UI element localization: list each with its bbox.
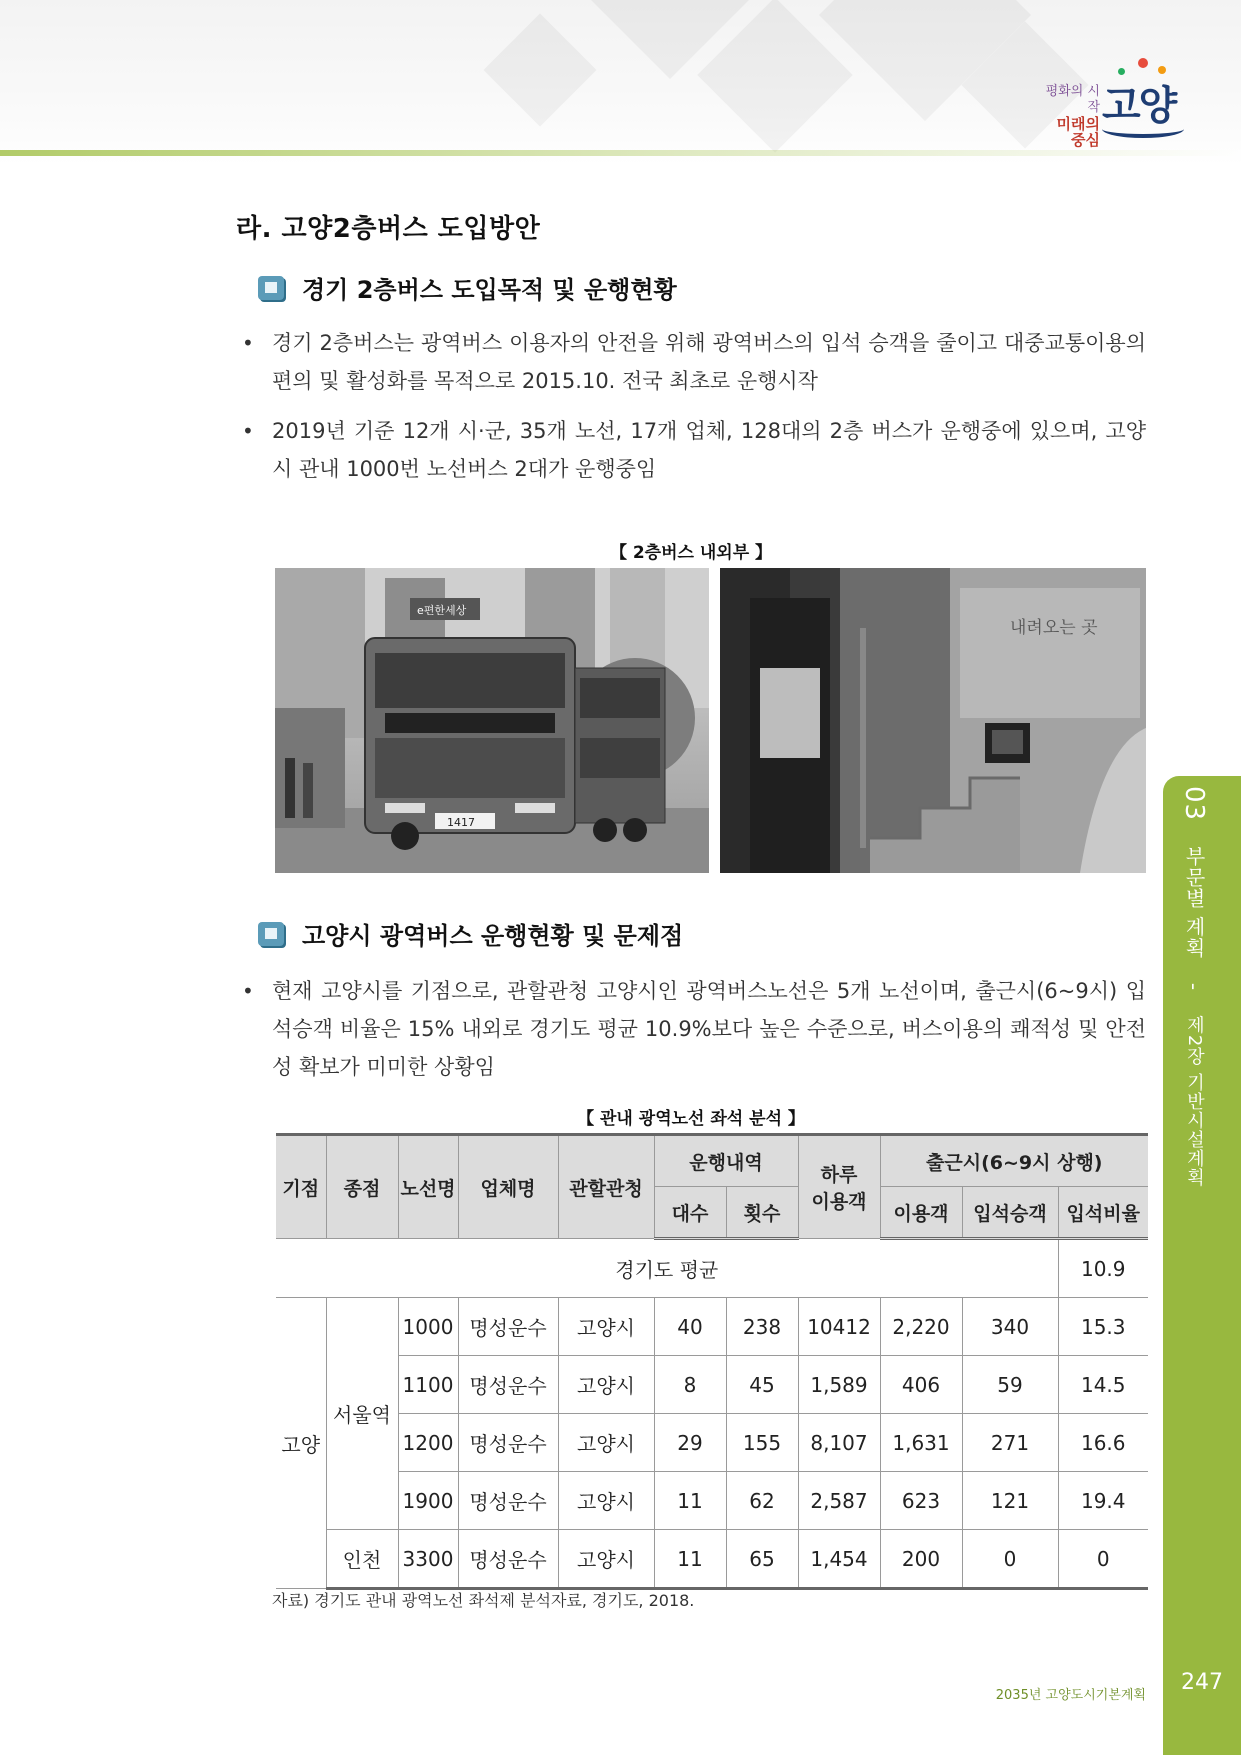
standing-cell: 121 — [962, 1472, 1058, 1530]
logo-word: 고양 — [1102, 83, 1176, 129]
table-row-average — [276, 1239, 1148, 1298]
vehicles-cell: 29 — [654, 1414, 726, 1472]
company-cell: 명성운수 — [458, 1472, 558, 1530]
header-vehicles: 대수 — [654, 1187, 726, 1239]
header-daily: 하루 이용객 — [798, 1135, 880, 1239]
daily-cell: 1,589 — [798, 1356, 880, 1414]
bus-exterior-photo — [275, 568, 709, 873]
route-cell: 1100 — [398, 1356, 458, 1414]
paragraph-bullet: • 경기 2층버스는 광역버스 이용자의 안전을 위해 광역버스의 입석 승객을 줄이고 대중교통이용의 편의 및 활성화를 목적으로 2015.10. 전국 최초로 운행시작 — [272, 324, 1146, 400]
authority-cell: 고양시 — [558, 1530, 654, 1589]
trips-cell: 62 — [726, 1472, 798, 1530]
trips-cell: 45 — [726, 1356, 798, 1414]
chapter-dash: - — [1182, 982, 1206, 992]
route-cell: 3300 — [398, 1530, 458, 1589]
company-cell: 명성운수 — [458, 1414, 558, 1472]
subsection-title-2: 고양시 광역버스 운행현황 및 문제점 — [302, 922, 684, 950]
vehicles-cell: 11 — [654, 1472, 726, 1530]
chapter-label — [1179, 786, 1209, 1187]
terminus-cell: 인천 — [326, 1530, 398, 1589]
chapter-side-tab — [1163, 776, 1241, 1755]
header-standing: 입석승객 — [962, 1187, 1058, 1239]
chapter-title: 부문별 계획 — [1182, 845, 1206, 959]
header-trips: 횟수 — [726, 1187, 798, 1239]
users-cell: 623 — [880, 1472, 962, 1530]
table-row — [276, 1298, 1148, 1356]
source-note: 자료) 경기도 관내 광역노선 좌석제 분석자료, 경기도, 2018. — [272, 1591, 695, 1610]
average-value: 10.9 — [1058, 1239, 1148, 1298]
table-caption: 【 관내 광역노선 좌석 분석 】 — [577, 1109, 805, 1129]
goyang-logo — [1040, 50, 1190, 149]
ratio-cell: 15.3 — [1058, 1298, 1148, 1356]
route-cell: 1000 — [398, 1298, 458, 1356]
company-cell: 명성운수 — [458, 1530, 558, 1589]
authority-cell: 고양시 — [558, 1414, 654, 1472]
interior-sign-text: 내려오는 곳 — [1010, 618, 1098, 638]
paragraph-bullet: • 현재 고양시를 기점으로, 관할관청 고양시인 광역버스노선은 5개 노선이며, 출근시(6~9시) 입석승객 비율은 15% 내외로 경기도 평균 10.9%보다 높은 수준으로, 버스이용의 쾌적성 및 안전성 확보가 미미한 상황임 — [272, 972, 1146, 1086]
standing-cell: 0 — [962, 1530, 1058, 1589]
logo-slogan — [1040, 84, 1100, 148]
subsection-heading-1 — [258, 270, 677, 305]
header-origin: 기점 — [276, 1135, 326, 1239]
company-cell: 명성운수 — [458, 1298, 558, 1356]
photo-caption: 【 2층버스 내외부 】 — [609, 543, 773, 563]
company-cell: 명성운수 — [458, 1356, 558, 1414]
header-commute: 출근시(6~9시 상행) — [880, 1135, 1148, 1187]
origin-cell: 고양 — [276, 1298, 326, 1589]
route-cell: 1200 — [398, 1414, 458, 1472]
users-cell: 406 — [880, 1356, 962, 1414]
plate-text: 1417 — [447, 816, 475, 829]
subsection-heading-2 — [258, 916, 683, 951]
bus-exterior-illustration — [275, 568, 709, 873]
logo-dot-icon — [1138, 58, 1148, 68]
trips-cell: 155 — [726, 1414, 798, 1472]
users-cell: 1,631 — [880, 1414, 962, 1472]
daily-cell: 8,107 — [798, 1414, 880, 1472]
route-cell: 1900 — [398, 1472, 458, 1530]
route-seat-table — [276, 1133, 1148, 1590]
users-cell: 200 — [880, 1530, 962, 1589]
table-row — [276, 1530, 1148, 1589]
header-standing-ratio: 입석비율 — [1058, 1187, 1148, 1239]
logo-slogan-line1: 평화의 시작 — [1045, 84, 1100, 115]
paragraph-bullet: • 2019년 기준 12개 시·군, 35개 노선, 17개 업체, 128대의 2층 버스가 운행중에 있으며, 고양시 관내 1000번 노선버스 2대가 운행중임 — [272, 412, 1146, 488]
ratio-cell: 19.4 — [1058, 1472, 1148, 1530]
square-bullet-icon — [258, 922, 284, 946]
authority-cell: 고양시 — [558, 1472, 654, 1530]
bus-interior-photo — [720, 568, 1146, 873]
average-label: 경기도 평균 — [276, 1239, 1058, 1298]
users-cell: 2,220 — [880, 1298, 962, 1356]
square-bullet-icon — [258, 276, 284, 300]
header-accent-line — [0, 150, 1241, 156]
standing-cell: 340 — [962, 1298, 1058, 1356]
terminus-cell: 서울역 — [326, 1298, 398, 1530]
header-commute-users: 이용객 — [880, 1187, 962, 1239]
vehicles-cell: 8 — [654, 1356, 726, 1414]
trips-cell: 238 — [726, 1298, 798, 1356]
header-company: 업체명 — [458, 1135, 558, 1239]
logo-arc — [1102, 120, 1184, 138]
chapter-number: 03 — [1179, 786, 1209, 822]
table-row — [276, 1414, 1148, 1472]
authority-cell: 고양시 — [558, 1356, 654, 1414]
document-title-footer: 2035년 고양도시기본계획 — [995, 1688, 1146, 1703]
logo-slogan-line2: 미래의 중심 — [1056, 115, 1100, 149]
table-row — [276, 1356, 1148, 1414]
authority-cell: 고양시 — [558, 1298, 654, 1356]
daily-cell: 10412 — [798, 1298, 880, 1356]
header-route: 노선명 — [398, 1135, 458, 1239]
vehicles-cell: 40 — [654, 1298, 726, 1356]
page-number: 247 — [1181, 1670, 1223, 1695]
chapter-subtitle: 제2장 기반시설계획 — [1184, 1015, 1205, 1188]
standing-cell: 271 — [962, 1414, 1058, 1472]
store-sign-text: e편한세상 — [417, 604, 467, 617]
ratio-cell: 16.6 — [1058, 1414, 1148, 1472]
ratio-cell: 14.5 — [1058, 1356, 1148, 1414]
section-title: 라. 고양2층버스 도입방안 — [236, 214, 541, 244]
logo-dot-icon — [1158, 66, 1166, 74]
ratio-cell: 0 — [1058, 1530, 1148, 1589]
header-terminus: 종점 — [326, 1135, 398, 1239]
standing-cell: 59 — [962, 1356, 1058, 1414]
bus-interior-illustration — [720, 568, 1146, 873]
daily-cell: 1,454 — [798, 1530, 880, 1589]
header-authority: 관할관청 — [558, 1135, 654, 1239]
table-row — [276, 1472, 1148, 1530]
trips-cell: 65 — [726, 1530, 798, 1589]
header-operation: 운행내역 — [654, 1135, 798, 1187]
vehicles-cell: 11 — [654, 1530, 726, 1589]
daily-cell: 2,587 — [798, 1472, 880, 1530]
subsection-title-1: 경기 2층버스 도입목적 및 운행현황 — [302, 276, 677, 304]
